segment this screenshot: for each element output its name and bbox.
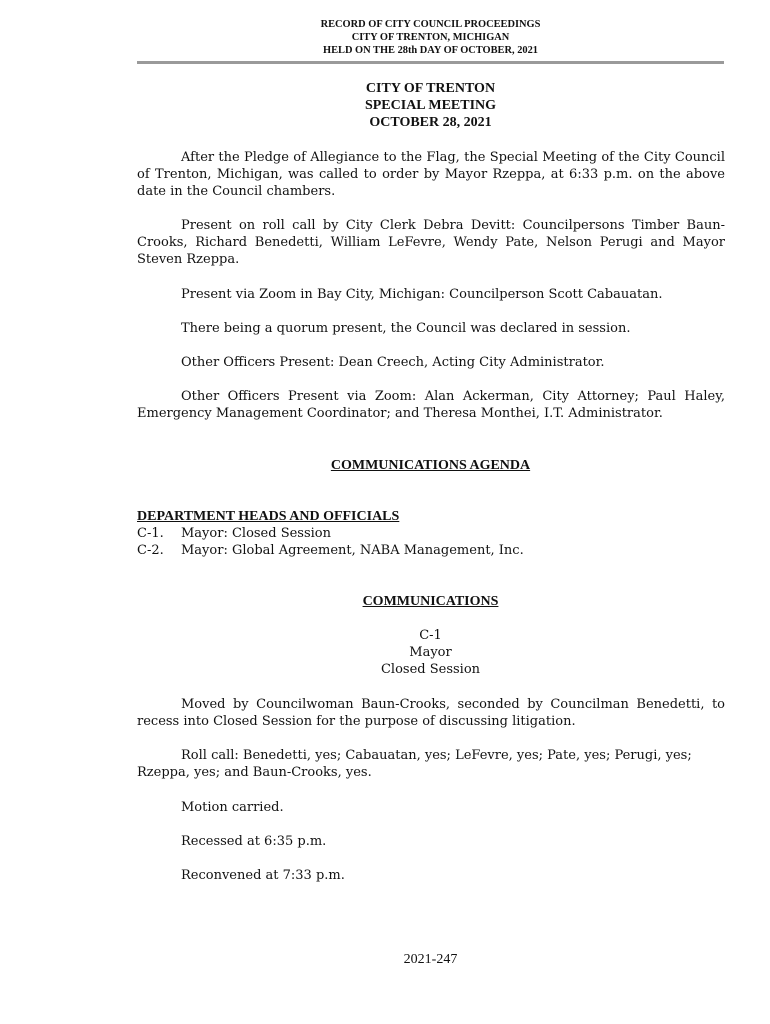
motion-paragraph: Moved by Councilwoman Baun-Crooks, seconded by Councilman Benedetti, to recess into Closed Session for the purpose of discussing litigation. bbox=[137, 697, 725, 729]
other-officers-paragraph: Other Officers Present: Dean Creech, Acting City Administrator. bbox=[181, 355, 605, 370]
agenda-item-text: Mayor: Global Agreement, NABA Management, Inc. bbox=[181, 543, 524, 558]
header-line-2: CITY OF TRENTON, MICHIGAN bbox=[351, 32, 510, 43]
document-header bbox=[137, 18, 724, 57]
title-line-1: CITY OF TRENTON bbox=[365, 81, 496, 96]
communications-agenda-heading: COMMUNICATIONS AGENDA bbox=[330, 458, 531, 473]
header-line-1: RECORD OF CITY COUNCIL PROCEEDINGS bbox=[320, 19, 541, 30]
roll-call-paragraph: Present on roll call by City Clerk Debra Devitt: Councilpersons Timber Baun-Crooks, Richard Benedetti, William LeFevre, Wendy Pate, Nelson Perugi and Mayor Steven Rzeppa. bbox=[137, 218, 725, 267]
communication-item-subject: Closed Session bbox=[380, 662, 481, 677]
agenda-item-number: C-1. bbox=[137, 526, 164, 541]
other-officers-zoom-paragraph: Other Officers Present via Zoom: Alan Ackerman, City Attorney; Paul Haley, Emergency Management Coordinator; and Theresa Monthei, I.T. Administrator. bbox=[137, 389, 725, 421]
communication-item-number: C-1 bbox=[419, 628, 442, 643]
motion-result: Motion carried. bbox=[181, 800, 284, 815]
header-line-3: HELD ON THE 28th DAY OF OCTOBER, 2021 bbox=[323, 45, 538, 56]
title-line-2: SPECIAL MEETING bbox=[364, 98, 497, 113]
reconvened-time: Reconvened at 7:33 p.m. bbox=[181, 868, 345, 883]
zoom-present-paragraph: Present via Zoom in Bay City, Michigan: Councilperson Scott Cabauatan. bbox=[181, 287, 663, 302]
communications-heading: COMMUNICATIONS bbox=[362, 594, 499, 609]
communication-item-from: Mayor bbox=[409, 645, 452, 660]
agenda-item bbox=[137, 542, 724, 559]
agenda-item-text: Mayor: Closed Session bbox=[181, 526, 332, 541]
quorum-paragraph: There being a quorum present, the Council was declared in session. bbox=[181, 321, 631, 336]
meeting-title bbox=[137, 80, 724, 131]
header-divider bbox=[137, 61, 724, 64]
recessed-time: Recessed at 6:35 p.m. bbox=[181, 834, 327, 849]
agenda-item-number: C-2. bbox=[137, 543, 164, 558]
title-line-3: OCTOBER 28, 2021 bbox=[369, 115, 492, 130]
communication-item-heading bbox=[137, 627, 724, 678]
roll-call-vote-paragraph: Roll call: Benedetti, yes; Cabauatan, yes; LeFevre, yes; Pate, yes; Perugi, yes; Rzeppa, yes; and Baun-Crooks, yes. bbox=[137, 748, 692, 780]
page-number: 2021-247 bbox=[403, 952, 458, 967]
department-heads-heading: DEPARTMENT HEADS AND OFFICIALS bbox=[137, 509, 400, 524]
agenda-item bbox=[137, 525, 724, 542]
call-to-order-paragraph: After the Pledge of Allegiance to the Flag, the Special Meeting of the City Council of Trenton, Michigan, was called to order by Mayor Rzeppa, at 6:33 p.m. on the above date in the Council chambers. bbox=[137, 150, 725, 199]
